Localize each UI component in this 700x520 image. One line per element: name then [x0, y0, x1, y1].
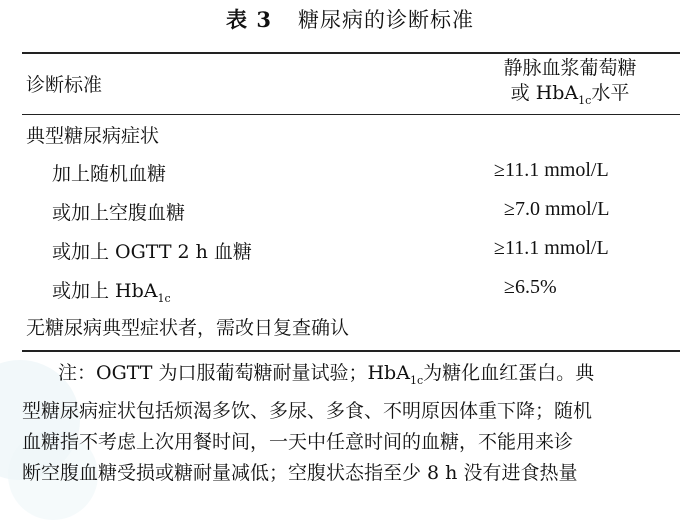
- header-value-line2-prefix: 或 HbA: [510, 82, 579, 104]
- note-line1-a: 注：OGTT 为口服葡萄糖耐量试验；HbA: [58, 362, 410, 384]
- table-row-value: ≥11.1 mmol/L: [494, 159, 609, 181]
- table-row-criteria: 加上随机血糖: [52, 163, 167, 185]
- note-line: [22, 358, 682, 396]
- note-line: 血糖指不考虑上次用餐时间，一天中任意时间的血糖，不能用来诊: [22, 430, 574, 453]
- note-line: 型糖尿病症状包括烦渴多饮、多尿、多食、不明原因体重下降；随机: [22, 399, 593, 422]
- table-row-criteria-sub: 1c: [157, 291, 171, 305]
- table-row-criteria: 或加上 OGTT 2 h 血糖: [52, 241, 252, 263]
- table-caption: [0, 4, 700, 34]
- header-value-line1: 静脉血浆葡萄糖: [503, 57, 637, 79]
- table-top-rule: [22, 52, 680, 54]
- table-number: 表 3: [226, 7, 272, 32]
- header-value-line2: [460, 81, 680, 113]
- table-header-rule: [22, 114, 680, 115]
- note-line: 断空腹血糖受损或糖耐量减低；空腹状态指至少 8 h 没有进食热量: [22, 461, 578, 484]
- header-value-line2-sub: 1c: [578, 93, 592, 107]
- note-line1-sub: 1c: [409, 373, 424, 387]
- table-row-criteria: 无糖尿病典型症状者，需改日复查确认: [26, 317, 350, 339]
- table-note: [22, 358, 682, 489]
- table-bottom-rule: [22, 350, 680, 352]
- note-line1-b: 为糖化血红蛋白。典: [423, 362, 595, 384]
- table-row-value: ≥7.0 mmol/L: [504, 198, 610, 220]
- table-row-criteria: [52, 276, 171, 305]
- header-criteria: 诊断标准: [26, 74, 103, 96]
- header-value-line2-suffix: 水平: [591, 82, 630, 104]
- table-title: 糖尿病的诊断标准: [297, 8, 474, 32]
- header-value: [460, 56, 680, 113]
- table-row-value: ≥11.1 mmol/L: [494, 237, 609, 259]
- table-row-criteria: 或加上空腹血糖: [52, 202, 186, 224]
- table-row-criteria: 典型糖尿病症状: [26, 125, 160, 147]
- table-row-criteria-prefix: 或加上 HbA: [52, 280, 158, 302]
- table-row-value: ≥6.5%: [504, 276, 557, 298]
